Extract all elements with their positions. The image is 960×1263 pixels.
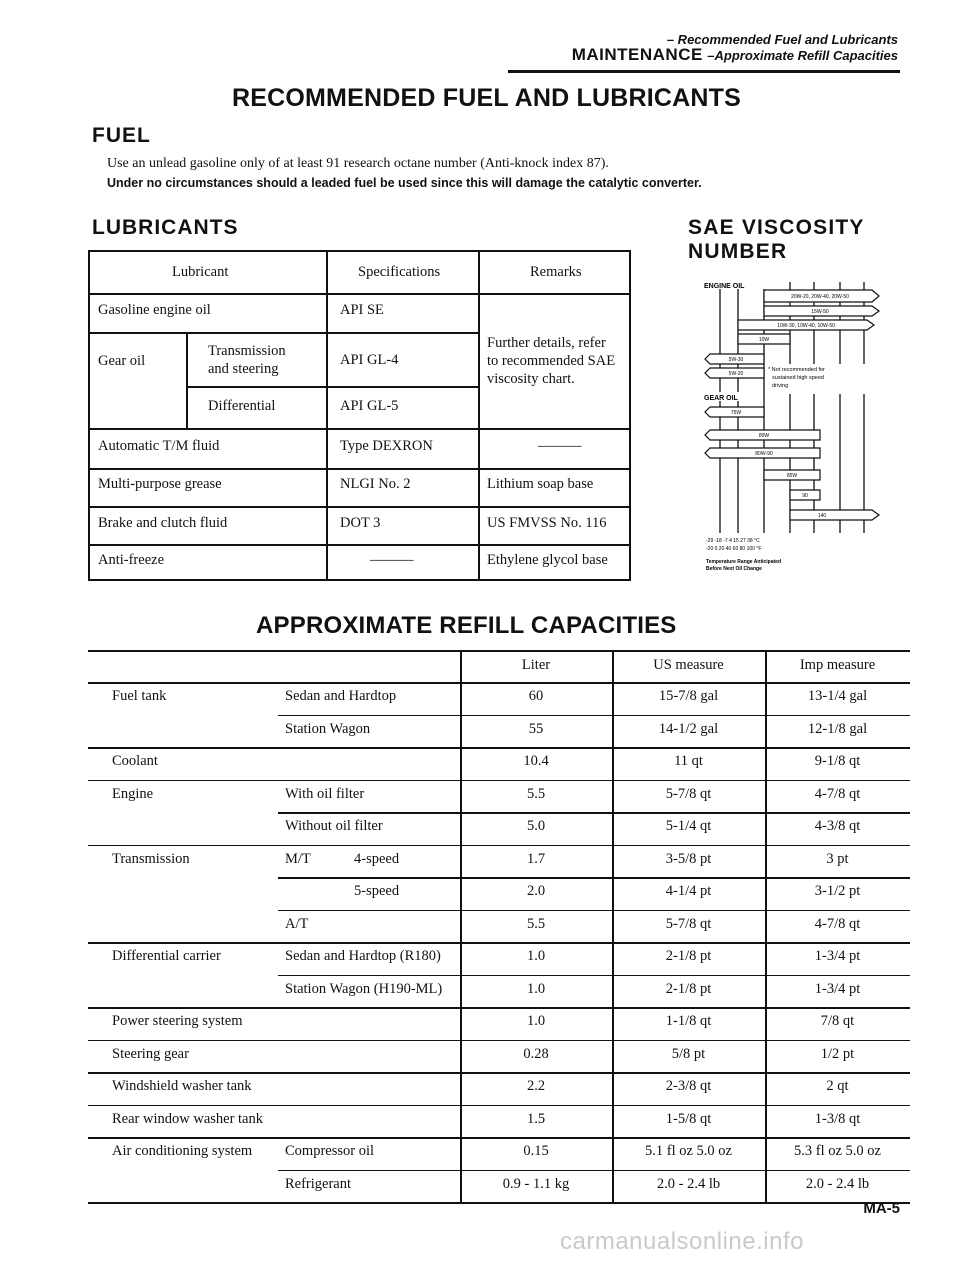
lub-transmission-steering: Transmission and steering bbox=[208, 343, 286, 377]
cell-imp-measure: 12-1/8 gal bbox=[807, 720, 868, 737]
cell-us-measure: 15-7/8 gal bbox=[658, 688, 719, 704]
col-header: US measure bbox=[653, 657, 724, 673]
cell-us-measure: 5/8 pt bbox=[671, 1045, 706, 1062]
cell-liter: 0.28 bbox=[523, 1045, 549, 1062]
table-row-rule bbox=[88, 942, 910, 944]
lub-differential: Differential bbox=[208, 398, 276, 414]
cell-us-measure: 5-7/8 qt bbox=[665, 915, 712, 932]
row-subcategory: Sedan and Hardtop (R180) bbox=[285, 948, 441, 964]
sae-heading-line-1: SAE VISCOSITY bbox=[688, 216, 865, 239]
table-rule bbox=[460, 650, 462, 1202]
cell-us-measure: 2-3/8 qt bbox=[665, 1078, 712, 1094]
row-subcategory: Station Wagon bbox=[285, 720, 371, 737]
svg-text:-29 -18 -7 4 15 27: -29 -18 -7 4 15 27 38 °C bbox=[706, 538, 760, 544]
svg-text:15W-50: 15W-50 bbox=[811, 309, 829, 315]
cell-us-measure: 5-1/4 qt bbox=[665, 818, 712, 834]
row-category: Windshield washer tank bbox=[112, 1078, 252, 1094]
cell-imp-measure: 3 pt bbox=[826, 850, 849, 867]
page-number: MA-5 bbox=[863, 1200, 900, 1217]
cell-us-measure: 2-1/8 pt bbox=[665, 948, 712, 964]
table-row-rule bbox=[278, 715, 910, 717]
gear-oil-label: GEAR OIL bbox=[704, 395, 738, 402]
spec-dexron: Type DEXRON bbox=[340, 438, 433, 454]
row-subcategory: A/T bbox=[285, 915, 309, 932]
svg-text:90: 90 bbox=[802, 493, 808, 499]
cell-liter: 5.5 bbox=[526, 785, 546, 802]
cell-imp-measure: 1-3/8 qt bbox=[814, 1110, 861, 1127]
cell-liter: 1.0 bbox=[526, 980, 546, 997]
cell-imp-measure: 3-1/2 pt bbox=[814, 883, 861, 899]
remarks-fmvss: US FMVSS No. 116 bbox=[487, 515, 607, 531]
fuel-text-2: Under no circumstances should a leaded fuel be used since this will damage the catalytic converter. bbox=[107, 176, 702, 190]
lub-atf: Automatic T/M fluid bbox=[98, 438, 220, 454]
cell-liter: 1.7 bbox=[526, 850, 546, 867]
row-category: Power steering system bbox=[112, 1013, 243, 1029]
lub-brake: Brake and clutch fluid bbox=[98, 515, 228, 531]
cell-us-measure: 2.0 - 2.4 lb bbox=[656, 1175, 721, 1192]
cell-us-measure: 5-7/8 qt bbox=[665, 785, 712, 802]
row-category: Differential carrier bbox=[112, 948, 221, 964]
cell-liter: 5.5 bbox=[526, 915, 546, 932]
row-subcategory: Station Wagon (H190-ML) bbox=[285, 980, 443, 997]
cell-us-measure: 2-1/8 pt bbox=[665, 980, 712, 997]
remarks-ethylene: Ethylene glycol base bbox=[487, 552, 608, 568]
cell-imp-measure: 4-7/8 qt bbox=[814, 915, 861, 932]
row-category: Rear window washer tank bbox=[112, 1110, 263, 1127]
table-row-rule bbox=[88, 780, 910, 782]
col-header-remarks: Remarks bbox=[530, 264, 582, 280]
lubricants-table bbox=[88, 250, 631, 581]
cell-liter: 60 bbox=[528, 688, 544, 704]
row-category: Steering gear bbox=[112, 1045, 189, 1062]
cell-imp-measure: 7/8 qt bbox=[820, 1013, 855, 1029]
table-row-rule bbox=[278, 877, 910, 879]
header-subtitle-2: –Approximate Refill Capacities bbox=[707, 48, 898, 63]
spec-api-gl4: API GL-4 bbox=[340, 352, 399, 368]
row-subcategory: Sedan and Hardtop bbox=[285, 688, 397, 704]
cell-us-measure: 11 qt bbox=[674, 753, 703, 769]
table-rule bbox=[88, 682, 910, 684]
refill-title: APPROXIMATE REFILL CAPACITIES bbox=[256, 612, 677, 639]
lub-gasoline-oil: Gasoline engine oil bbox=[98, 302, 211, 318]
row-subcategory: Refrigerant bbox=[285, 1175, 352, 1192]
svg-text:75W: 75W bbox=[730, 410, 742, 416]
table-row-rule bbox=[88, 845, 910, 847]
cell-us-measure: 14-1/2 gal bbox=[658, 720, 719, 737]
svg-text:5W-20: 5W-20 bbox=[728, 371, 744, 377]
table-row-rule bbox=[88, 1007, 910, 1009]
table-row-rule bbox=[88, 1040, 910, 1042]
spec-dot3: DOT 3 bbox=[340, 515, 381, 531]
cell-imp-measure: 4-7/8 qt bbox=[814, 785, 861, 802]
svg-text:85W: 85W bbox=[786, 473, 798, 479]
page-title: RECOMMENDED FUEL AND LUBRICANTS bbox=[232, 84, 741, 112]
spec-nlgi: NLGI No. 2 bbox=[340, 476, 411, 492]
table-row-rule bbox=[278, 812, 910, 814]
sae-heading-line-2: NUMBER bbox=[688, 240, 788, 263]
spec-api-gl5: API GL-5 bbox=[340, 398, 399, 414]
page-header bbox=[572, 32, 898, 63]
row-category: Coolant bbox=[112, 753, 158, 769]
remarks-viscosity: Further details, refer to recommended SAE viscosity chart. bbox=[487, 335, 616, 387]
cell-imp-measure: 1/2 pt bbox=[820, 1045, 855, 1062]
cell-liter: 0.9 - 1.1 kg bbox=[502, 1175, 570, 1192]
row-subcategory: M/T bbox=[285, 850, 311, 867]
table-row-rule bbox=[88, 1105, 910, 1107]
cell-imp-measure: 9-1/8 qt bbox=[814, 753, 861, 769]
spec-api-se: API SE bbox=[340, 302, 384, 318]
header-subtitle-1: – Recommended Fuel and Lubricants bbox=[666, 32, 898, 47]
cell-liter: 1.0 bbox=[526, 1013, 546, 1029]
row-category: Transmission bbox=[112, 850, 190, 867]
table-row-rule bbox=[88, 1137, 910, 1139]
cell-liter: 2.2 bbox=[526, 1078, 546, 1094]
svg-text:sustained high speed: sustained high speed bbox=[772, 375, 824, 381]
cell-liter: 5.0 bbox=[526, 818, 546, 834]
cell-imp-measure: 1-3/4 pt bbox=[814, 948, 861, 964]
table-rule bbox=[612, 650, 614, 1202]
header-rule bbox=[508, 70, 900, 73]
table-rule bbox=[765, 650, 767, 1202]
cell-imp-measure: 5.3 fl oz 5.0 oz bbox=[794, 1143, 881, 1159]
row-category: Engine bbox=[112, 785, 154, 802]
svg-text:140: 140 bbox=[817, 513, 827, 519]
cell-imp-measure: 2 qt bbox=[826, 1078, 849, 1094]
row-category: Fuel tank bbox=[112, 688, 167, 704]
cell-liter: 1.0 bbox=[526, 948, 546, 964]
cell-imp-measure: 4-3/8 qt bbox=[814, 818, 861, 834]
row-variant: 4-speed bbox=[354, 850, 400, 867]
svg-text:Temperature Range Anticipated: Temperature Range Anticipated bbox=[706, 559, 782, 565]
cell-liter: 2.0 bbox=[526, 883, 546, 899]
header-section: MAINTENANCE bbox=[571, 45, 703, 64]
svg-text:driving: driving bbox=[772, 383, 789, 389]
cell-imp-measure: 1-3/4 pt bbox=[814, 980, 861, 997]
svg-text:10W-30, 10W-40, 10W-50: 10W-30, 10W-40, 10W-50 bbox=[777, 323, 835, 329]
engine-oil-label: ENGINE OIL bbox=[704, 283, 745, 290]
cell-liter: 55 bbox=[528, 720, 544, 737]
svg-text:5W-30: 5W-30 bbox=[728, 357, 744, 363]
svg-text:10W: 10W bbox=[758, 337, 770, 343]
table-row-rule bbox=[278, 1170, 910, 1172]
col-header-lubricant: Lubricant bbox=[172, 264, 229, 280]
cell-us-measure: 4-1/4 pt bbox=[665, 883, 712, 899]
row-subcategory: Without oil filter bbox=[285, 818, 383, 834]
spec-antifreeze: ——— bbox=[370, 552, 414, 568]
remarks-lithium: Lithium soap base bbox=[487, 476, 594, 492]
lubricants-heading: LUBRICANTS bbox=[92, 216, 239, 239]
table-row-rule bbox=[88, 1072, 910, 1074]
row-subcategory: Compressor oil bbox=[285, 1143, 375, 1159]
watermark: carmanualsonline.info bbox=[560, 1228, 804, 1255]
sae-viscosity-chart bbox=[702, 278, 896, 580]
table-row-rule bbox=[278, 975, 910, 977]
svg-text:* Not recommended for: * Not recommended for bbox=[768, 367, 825, 373]
fuel-heading: FUEL bbox=[92, 124, 151, 147]
row-category: Air conditioning system bbox=[112, 1143, 253, 1159]
svg-text:-20 0 20 40 60 80 1: -20 0 20 40 60 80 100 °F bbox=[706, 546, 762, 552]
sae-heading bbox=[688, 216, 865, 264]
cell-liter: 1.5 bbox=[526, 1110, 546, 1127]
table-row-rule bbox=[88, 747, 910, 749]
lub-antifreeze: Anti-freeze bbox=[98, 552, 165, 568]
cell-us-measure: 1-5/8 qt bbox=[665, 1110, 712, 1127]
fuel-text-1: Use an unlead gasoline only of at least 91 research octane number (Anti-knock index 87). bbox=[107, 156, 609, 171]
svg-text:Before Next Oil Change: Before Next Oil Change bbox=[706, 566, 762, 572]
cell-imp-measure: 2.0 - 2.4 lb bbox=[805, 1175, 870, 1192]
remarks-atf: ——— bbox=[538, 438, 582, 454]
col-header: Liter bbox=[521, 657, 551, 673]
table-row-rule bbox=[278, 910, 910, 912]
lub-gear-oil: Gear oil bbox=[98, 353, 146, 369]
cell-liter: 0.15 bbox=[523, 1143, 549, 1159]
col-header-specifications: Specifications bbox=[358, 264, 441, 280]
row-subcategory: With oil filter bbox=[285, 785, 365, 802]
cell-us-measure: 3-5/8 pt bbox=[665, 850, 712, 867]
lub-grease: Multi-purpose grease bbox=[98, 476, 222, 492]
svg-text:80W: 80W bbox=[758, 433, 770, 439]
svg-text:20W-20, 20W-40, 20W-50: 20W-20, 20W-40, 20W-50 bbox=[791, 294, 849, 300]
cell-imp-measure: 13-1/4 gal bbox=[807, 688, 868, 704]
table-row-rule bbox=[88, 1202, 910, 1204]
svg-text:80W-90: 80W-90 bbox=[755, 451, 773, 457]
table-rule bbox=[88, 650, 910, 652]
cell-liter: 10.4 bbox=[523, 753, 549, 769]
col-header: Imp measure bbox=[799, 657, 876, 673]
row-variant: 5-speed bbox=[354, 883, 400, 899]
cell-us-measure: 5.1 fl oz 5.0 oz bbox=[645, 1143, 732, 1159]
cell-us-measure: 1-1/8 qt bbox=[665, 1013, 712, 1029]
